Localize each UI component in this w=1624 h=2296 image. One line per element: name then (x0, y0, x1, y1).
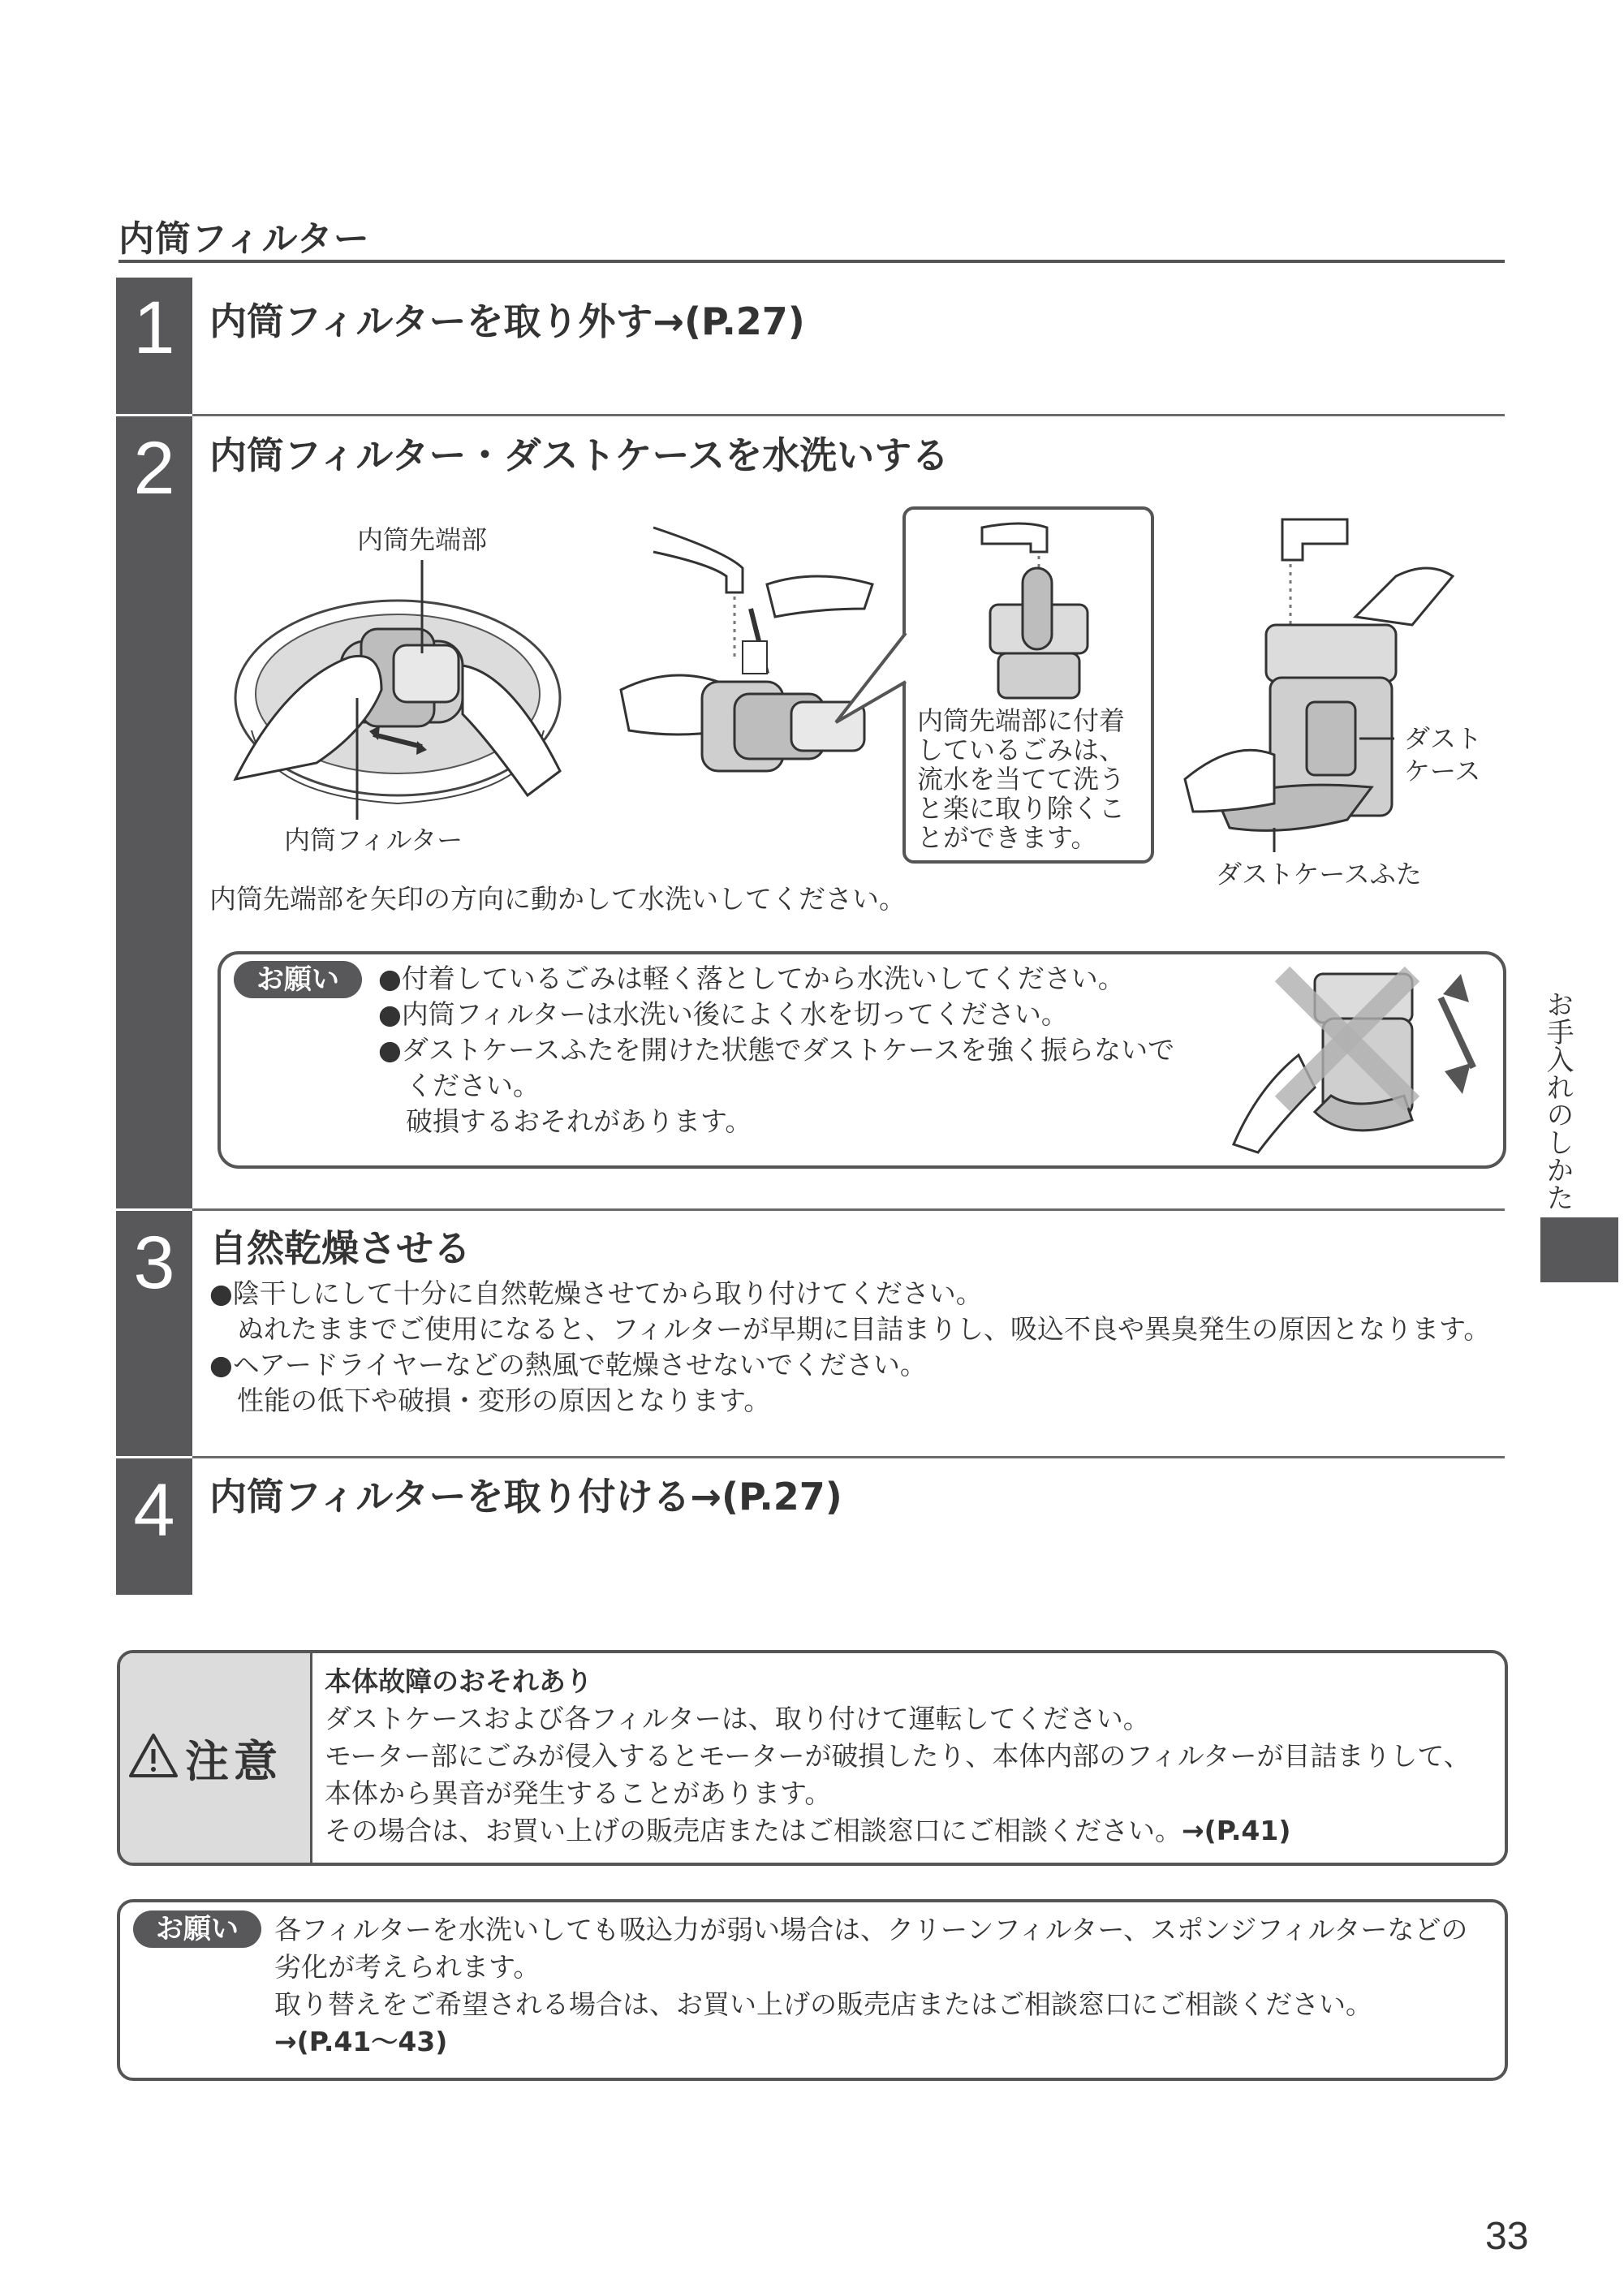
request-bottom-line-1: 各フィルターを水洗いしても吸込力が弱い場合は、クリーンフィルター、スポンジフィルターなどの (274, 1914, 1468, 1945)
callout-faucet-illustration (974, 519, 1096, 706)
request-badge: お願い (234, 961, 362, 998)
request-line-4: ください。 (406, 1070, 540, 1101)
caution-line-4 (325, 1813, 1290, 1849)
step-3-line-4: 性能の低下や破損・変形の原因となります。 (237, 1385, 771, 1416)
caution-heading: 本体故障のおそれあり (325, 1665, 592, 1697)
request-line-5: 破損するおそれがあります。 (406, 1105, 752, 1137)
request-badge-bottom: お願い (133, 1910, 261, 1948)
side-tab-text: お手入れのしかた (1541, 990, 1574, 1211)
callout-line-1: 内筒先端部に付着 (917, 705, 1126, 736)
washing-bowl-illustration (219, 552, 576, 828)
caution-line-2: モーター部にごみが侵入するとモーターが破損したり、本体内部のフィルターが目詰まりして、 (325, 1740, 1471, 1772)
step-2-caption: 内筒先端部を矢印の方向に動かして水洗いしてください。 (209, 883, 906, 915)
step-3-line-3: ●ヘアードライヤーなどの熱風で乾燥させないでください。 (209, 1349, 927, 1381)
side-tab-marker (1540, 1217, 1618, 1282)
step-2-band (116, 416, 192, 1208)
step-3-title: 自然乾燥させる (209, 1226, 471, 1270)
step-4-title: 内筒フィルターを取り付ける→(P.27) (209, 1475, 842, 1518)
dust-case-label-1: ダスト (1404, 723, 1483, 754)
dust-case-illustration (1185, 511, 1501, 852)
step-3-line-1: ●陰干しにして十分に自然乾燥させてから取り付けてください。 (209, 1277, 983, 1309)
step-2-number: 2 (133, 427, 175, 510)
callout-pointer (836, 633, 909, 730)
step-4-divider (192, 1456, 1505, 1458)
step-3-band (116, 1211, 192, 1456)
dust-case-lid-label: ダストケースふた (1216, 859, 1422, 890)
caution-page-link[interactable]: →(P.41) (1182, 1815, 1291, 1846)
step-3-divider (192, 1208, 1505, 1211)
callout-line-5: とができます。 (917, 822, 1097, 853)
request-line-2: ●内筒フィルターは水洗い後によく水を切ってください。 (378, 998, 1068, 1030)
tip-label: 内筒先端部 (357, 524, 488, 555)
callout-line-3: 流水を当てて洗う (917, 764, 1126, 795)
caution-line-3: 本体から異音が発生することがあります。 (325, 1777, 832, 1809)
request-bottom-page-link[interactable]: →(P.41～43) (274, 2026, 448, 2057)
request-line-1: ●付着しているごみは軽く落としてから水洗いしてください。 (378, 963, 1125, 994)
step-3-number: 3 (133, 1221, 175, 1304)
warning-icon (128, 1733, 179, 1778)
section-title: 内筒フィルター (118, 218, 370, 260)
caution-label: 注意 (185, 1736, 282, 1787)
filter-label: 内筒フィルター (284, 825, 463, 855)
request-bottom-line-3: 取り替えをご希望される場合は、お買い上げの販売店またはご相談窓口にご相談ください。 (274, 1988, 1372, 2020)
dust-case-label-2: ケース (1404, 756, 1481, 786)
step-2-divider (192, 414, 1505, 416)
section-divider (118, 260, 1505, 263)
step-4-band (116, 1458, 192, 1595)
request-bottom-line-2: 劣化が考えられます。 (274, 1951, 541, 1983)
step-4-number: 4 (133, 1469, 175, 1552)
step-3-line-2: ぬれたままでご使用になると、フィルターが早期に目詰まりし、吸込不良や異臭発生の原因となります。 (237, 1313, 1491, 1345)
step-1-number: 1 (133, 286, 175, 369)
callout-line-2: しているごみは、 (917, 734, 1126, 765)
callout-line-4: と楽に取り除くこ (917, 793, 1126, 824)
page-number: 33 (1485, 2215, 1529, 2258)
caution-line-1: ダストケースおよび各フィルターは、取り付けて運転してください。 (325, 1703, 1150, 1734)
step-1-band (116, 278, 192, 414)
request-line-3: ●ダストケースふたを開けた状態でダストケースを強く振らないで (378, 1034, 1175, 1066)
do-not-shake-illustration (1226, 958, 1485, 1161)
step-2-title: 内筒フィルター・ダストケースを水洗いする (209, 433, 950, 477)
step-1-title: 内筒フィルターを取り外す→(P.27) (209, 299, 805, 343)
caution-last-line: その場合は、お買い上げの販売店またはご相談窓口にご相談ください。 (325, 1815, 1182, 1846)
